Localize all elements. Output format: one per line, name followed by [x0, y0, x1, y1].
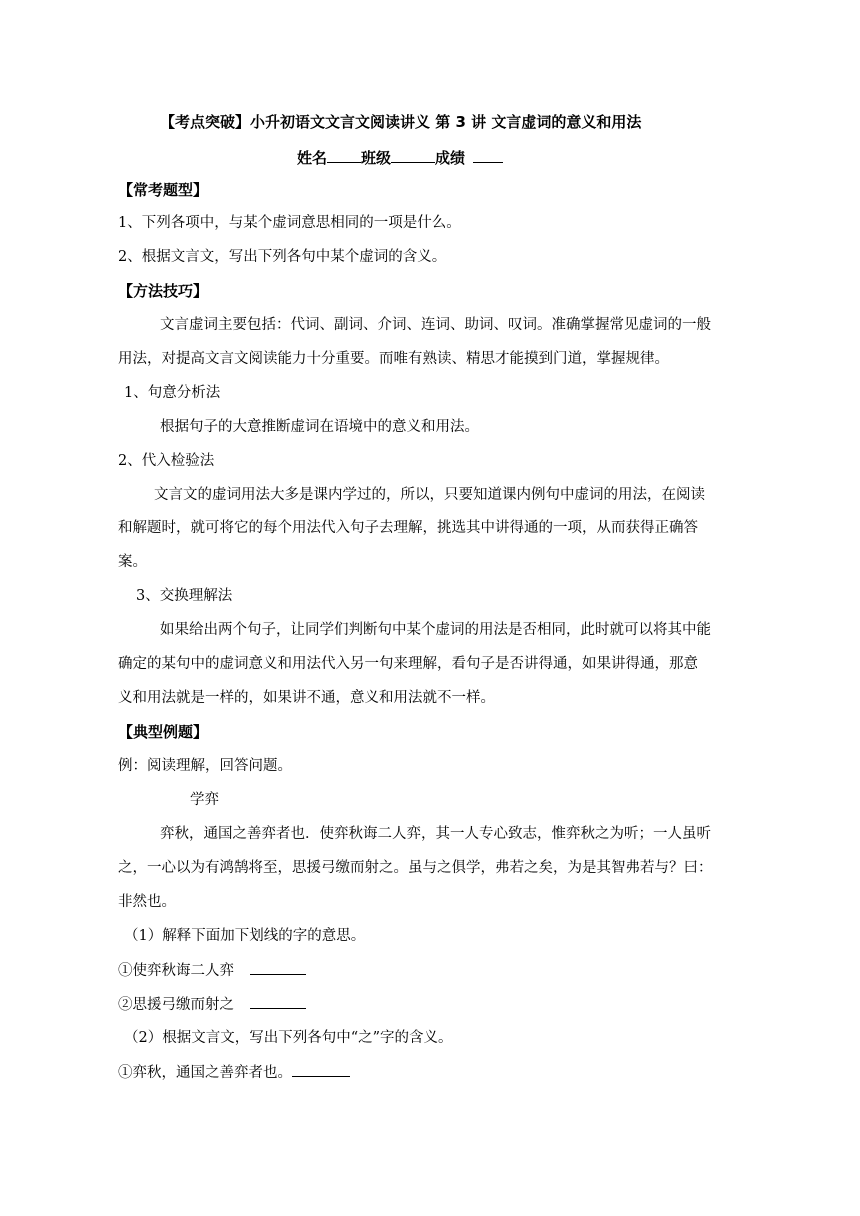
- methods-intro-line-2: 用法，对提高文言文阅读能力十分重要。而唯有熟读、精思才能摸到门道，掌握规律。: [118, 351, 669, 367]
- passage-line-2: 之，一心以为有鸿鹄将至，思援弓缴而射之。虽与之俱学，弗若之矣，为是其智弗若与？曰：: [118, 860, 713, 876]
- section-heading-common-types: 【常考题型】: [118, 181, 209, 199]
- method-2-body-line-1: 文言文的虚词用法大多是课内学过的，所以，只要知道课内例句中虚词的用法，在阅读: [154, 487, 705, 503]
- methods-intro-line-1: 文言虚词主要包括：代词、副词、介词、连词、助词、叹词。准确掌握常见虚词的一般: [160, 317, 711, 333]
- score-blank[interactable]: [473, 148, 503, 163]
- question-2-a: [118, 1062, 350, 1083]
- method-3-title: 3、交换理解法: [136, 588, 233, 604]
- method-2-body-line-2: 和解题时，就可将它的每个用法代入句子去理解，挑选其中讲得通的一项，从而获得正确答: [118, 520, 698, 536]
- common-type-item-2: 2、根据文言文，写出下列各句中某个虚词的含义。: [118, 249, 447, 265]
- question-1: （1）解释下面加下划线的字的意思。: [124, 928, 366, 944]
- document-title: 【考点突破】小升初语文文言文阅读讲义 第 3 讲 文言虚词的意义和用法: [160, 113, 642, 131]
- name-blank[interactable]: [327, 148, 361, 163]
- passage-line-1: 弈秋，通国之善弈者也．使弈秋诲二人弈，其一人专心致志，惟弈秋之为听；一人虽听: [160, 826, 711, 842]
- method-2-title: 2、代入检验法: [118, 453, 215, 469]
- class-label: 班级: [361, 149, 392, 167]
- name-label: 姓名: [297, 149, 328, 167]
- method-3-body-line-3: 义和用法就是一样的，如果讲不通，意义和用法就不一样。: [118, 690, 495, 706]
- question-1-a: [118, 960, 306, 981]
- student-info-line: [297, 148, 503, 168]
- question-2-a-text: ①弈秋，通国之善弈者也。: [118, 1065, 292, 1081]
- question-1-b-text: ②思援弓缴而射之: [118, 997, 234, 1013]
- answer-blank-1a[interactable]: [250, 960, 306, 975]
- question-2: （2）根据文言文，写出下列各句中“之”字的含义。: [124, 1030, 453, 1046]
- question-1-b: [118, 994, 306, 1015]
- passage-line-3: 非然也。: [118, 894, 176, 910]
- method-3-body-line-2: 确定的某句中的虚词意义和用法代入另一句来理解，看句子是否讲得通，如果讲得通，那意: [118, 656, 698, 672]
- method-1-title: 1、句意分析法: [124, 385, 221, 401]
- class-blank[interactable]: [391, 148, 435, 163]
- answer-blank-2a[interactable]: [292, 1062, 350, 1077]
- common-type-item-1: 1、下列各项中，与某个虚词意思相同的一项是什么。: [118, 215, 461, 231]
- section-heading-examples: 【典型例题】: [118, 723, 209, 741]
- score-label: 成绩: [435, 149, 466, 167]
- method-3-body-line-1: 如果给出两个句子，让同学们判断句中某个虚词的用法是否相同，此时就可以将其中能: [160, 622, 711, 638]
- method-1-body: 根据句子的大意推断虚词在语境中的意义和用法。: [160, 419, 479, 435]
- passage-title: 学弈: [190, 792, 219, 808]
- section-heading-methods: 【方法技巧】: [118, 282, 209, 300]
- example-prompt: 例：阅读理解，回答问题。: [118, 758, 292, 774]
- answer-blank-1b[interactable]: [250, 994, 306, 1009]
- question-1-a-text: ①使弈秋诲二人弈: [118, 963, 234, 979]
- method-2-body-line-3: 案。: [118, 554, 147, 570]
